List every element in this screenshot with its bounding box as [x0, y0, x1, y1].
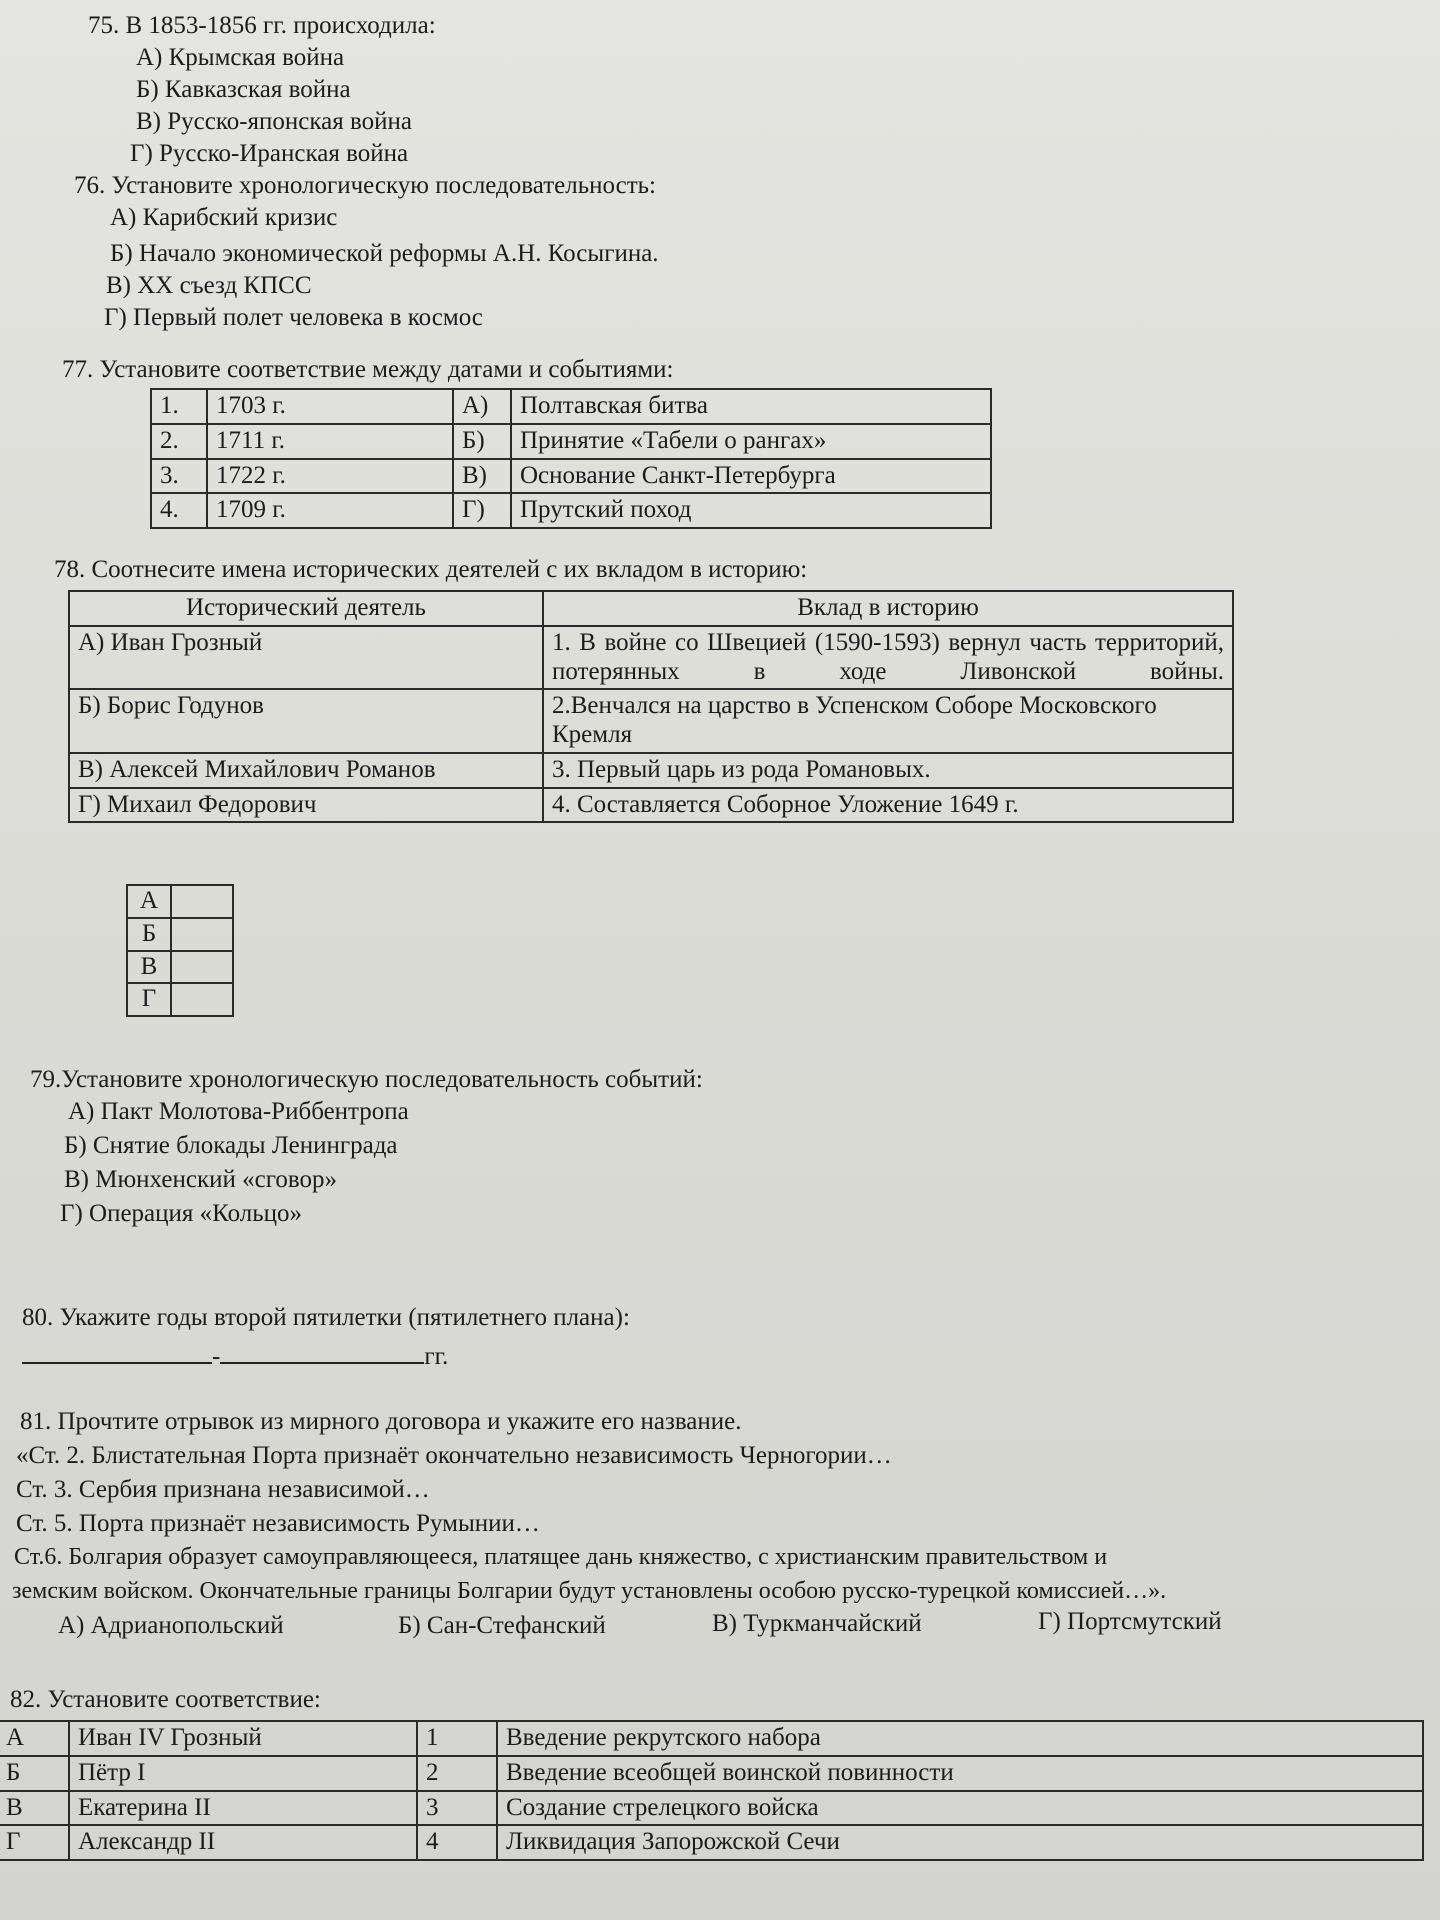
- table-row: [127, 951, 233, 984]
- q77-num: 2.: [151, 424, 207, 459]
- q80-dash: -: [212, 1343, 221, 1370]
- q82-name: Иван IV Грозный: [69, 1721, 417, 1756]
- answer-letter: В: [127, 951, 171, 984]
- q82-name: Пётр I: [69, 1756, 417, 1791]
- q76-option-a: А) Карибский кризис: [110, 204, 338, 231]
- q76-title: 76. Установите хронологическую последовательность:: [74, 172, 656, 199]
- table-row: [69, 788, 1233, 823]
- table-row: [127, 983, 233, 1016]
- table-row: [0, 1825, 1423, 1860]
- table-row: [127, 918, 233, 951]
- q77-num: 4.: [151, 493, 207, 528]
- table-row: [0, 1791, 1423, 1826]
- table-row: [151, 493, 991, 528]
- q77-letter: В): [453, 459, 511, 494]
- q80-answer-line: [22, 1340, 448, 1371]
- q80-suffix: гг.: [424, 1343, 449, 1370]
- q78-title: 78. Соотнесите имена исторических деятелей с их вкладом в историю:: [54, 556, 808, 583]
- q82-num: 1: [417, 1721, 497, 1756]
- table-row: [151, 459, 991, 494]
- q78-header-contribution: Вклад в историю: [543, 591, 1233, 626]
- q77-num: 3.: [151, 459, 207, 494]
- q82-letter: Г: [0, 1825, 69, 1860]
- q82-num: 3: [417, 1791, 497, 1826]
- q78-person: А) Иван Грозный: [69, 626, 543, 690]
- q81-option-d: Г) Портсмутский: [1038, 1608, 1222, 1635]
- table-row: [0, 1756, 1423, 1791]
- q75-option-c: В) Русско-японская война: [136, 108, 413, 135]
- q75-option-a: А) Крымская война: [136, 44, 345, 71]
- q81-excerpt-line: «Ст. 2. Блистательная Порта признаёт окончательно независимость Черногории…: [16, 1442, 892, 1469]
- q79-title: 79.Установите хронологическую последовательность событий:: [30, 1066, 703, 1093]
- q82-letter: А: [0, 1721, 69, 1756]
- q78-person: Г) Михаил Федорович: [69, 788, 543, 823]
- table-row: [0, 1721, 1423, 1756]
- q82-num: 4: [417, 1825, 497, 1860]
- q82-item: Введение всеобщей воинской повинности: [497, 1756, 1423, 1791]
- q82-letter: В: [0, 1791, 69, 1826]
- q77-title: 77. Установите соответствие между датами и событиями:: [62, 356, 674, 383]
- q78-contribution: 4. Составляется Соборное Уложение 1649 г.: [543, 788, 1233, 823]
- q77-event: Полтавская битва: [511, 389, 991, 424]
- q82-item: Введение рекрутского набора: [497, 1721, 1423, 1756]
- table-row: [69, 626, 1233, 690]
- q78-person: В) Алексей Михайлович Романов: [69, 753, 543, 788]
- q81-excerpt-line: земским войском. Окончательные границы Болгарии будут установлены особою русско-турецкой комиссией…».: [12, 1578, 1167, 1604]
- q77-date: 1703 г.: [207, 389, 453, 424]
- q77-letter: Б): [453, 424, 511, 459]
- q79-option-c: В) Мюнхенский «сговор»: [64, 1166, 337, 1193]
- q81-excerpt-line: Ст.6. Болгария образует самоуправляющееся, платящее дань княжество, с христианским правительством и: [14, 1544, 1108, 1570]
- answer-letter: Б: [127, 918, 171, 951]
- q82-item: Ликвидация Запорожской Сечи: [497, 1825, 1423, 1860]
- answer-letter: Г: [127, 983, 171, 1016]
- q78-contribution: 1. В войне со Швецией (1590-1593) вернул часть территорий, потерянных в ходе Ливонской войны.: [543, 626, 1233, 690]
- answer-cell[interactable]: [171, 983, 233, 1016]
- q76-option-b: Б) Начало экономической реформы А.Н. Косыгина.: [110, 240, 659, 267]
- answer-cell[interactable]: [171, 885, 233, 918]
- table-row: [127, 885, 233, 918]
- q75-title: 75. В 1853-1856 гг. происходила:: [88, 12, 436, 39]
- q81-option-b: Б) Сан-Стефанский: [398, 1612, 606, 1639]
- q75-option-d: Г) Русско-Иранская война: [130, 140, 409, 167]
- q82-letter: Б: [0, 1756, 69, 1791]
- table-row: [69, 753, 1233, 788]
- q76-option-c: В) XX съезд КПСС: [106, 272, 312, 299]
- q81-excerpt-line: Ст. 3. Сербия признана независимой…: [16, 1476, 430, 1503]
- q80-title: 80. Укажите годы второй пятилетки (пятилетнего плана):: [22, 1304, 630, 1331]
- table-row: [151, 389, 991, 424]
- q77-event: Основание Санкт-Петербурга: [511, 459, 991, 494]
- q82-name: Екатерина II: [69, 1791, 417, 1826]
- q82-item: Создание стрелецкого войска: [497, 1791, 1423, 1826]
- table-row: [151, 424, 991, 459]
- q78-contribution: 2.Венчался на царство в Успенском Соборе Московского Кремля: [543, 689, 1233, 753]
- q78-table: [68, 590, 1234, 823]
- q77-event: Принятие «Табели о рангах»: [511, 424, 991, 459]
- answer-cell[interactable]: [171, 951, 233, 984]
- q79-option-a: А) Пакт Молотова-Риббентропа: [68, 1098, 409, 1125]
- q78-contribution: 3. Первый царь из рода Романовых.: [543, 753, 1233, 788]
- q79-option-d: Г) Операция «Кольцо»: [60, 1200, 303, 1227]
- q78-header-person: Исторический деятель: [69, 591, 543, 626]
- answer-cell[interactable]: [171, 918, 233, 951]
- q82-num: 2: [417, 1756, 497, 1791]
- q80-start-year-blank[interactable]: [22, 1340, 212, 1364]
- q78-answer-grid: [126, 884, 234, 1017]
- q77-event: Прутский поход: [511, 493, 991, 528]
- q82-title: 82. Установите соответствие:: [10, 1686, 321, 1713]
- answer-letter: А: [127, 885, 171, 918]
- q81-excerpt-line: Ст. 5. Порта признаёт независимость Румынии…: [16, 1510, 540, 1537]
- q82-name: Александр II: [69, 1825, 417, 1860]
- q77-table: [150, 388, 992, 529]
- q77-letter: Г): [453, 493, 511, 528]
- q77-date: 1709 г.: [207, 493, 453, 528]
- q81-option-c: В) Туркманчайский: [712, 1610, 922, 1637]
- q76-option-d: Г) Первый полет человека в космос: [104, 304, 483, 331]
- q79-option-b: Б) Снятие блокады Ленинграда: [64, 1132, 398, 1159]
- q77-num: 1.: [151, 389, 207, 424]
- q77-date: 1711 г.: [207, 424, 453, 459]
- q82-table: [0, 1720, 1424, 1861]
- table-row: [69, 689, 1233, 753]
- q80-end-year-blank[interactable]: [220, 1340, 424, 1364]
- q77-date: 1722 г.: [207, 459, 453, 494]
- q81-title: 81. Прочтите отрывок из мирного договора и укажите его название.: [20, 1408, 742, 1435]
- q81-option-a: А) Адрианопольский: [58, 1612, 284, 1639]
- q75-option-b: Б) Кавказская война: [136, 76, 351, 103]
- table-row: [69, 591, 1233, 626]
- q78-person: Б) Борис Годунов: [69, 689, 543, 753]
- q77-letter: А): [453, 389, 511, 424]
